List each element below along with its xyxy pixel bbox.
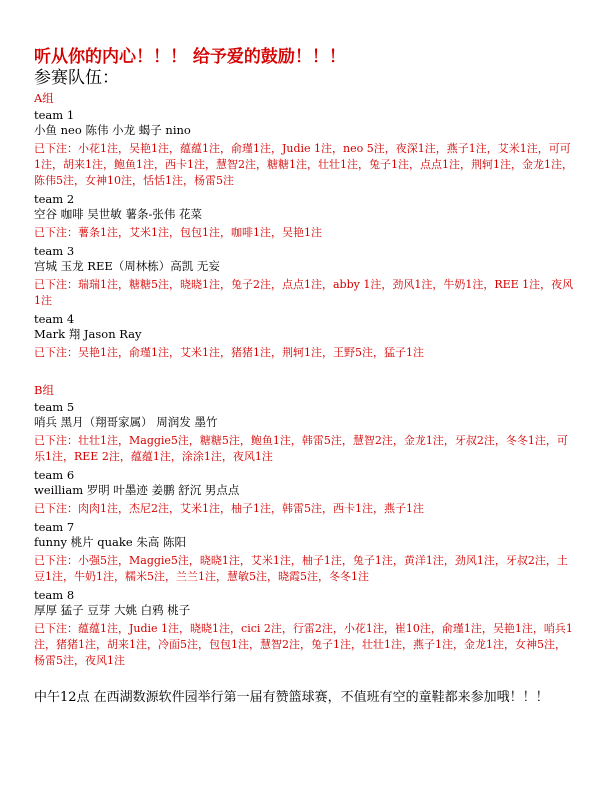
team-members: 哨兵 黑月（翔哥家属） 周润发 墨竹	[34, 415, 218, 429]
group-spacer	[34, 361, 574, 383]
team-block	[34, 468, 574, 517]
team-bets: 已下注：小强5注，Maggie5注，晓晓1注，艾米1注，柚子1注，兔子1注，黄洋1注，劲风1注，牙叔2注，土豆1注，牛奶1注，糯米5注，兰兰1注，慧敏5注，晓霞5注，冬冬1注	[34, 554, 568, 583]
group-label: A组	[34, 91, 54, 105]
team-bets: 已下注：肉肉1注，杰尼2注，艾米1注，柚子1注，韩雷5注，西卡1注，燕子1注	[34, 502, 424, 515]
team-name: team 3	[34, 244, 75, 258]
team-block	[34, 588, 574, 669]
team-bets: 已下注：壮壮1注，Maggie5注，糖糖5注，鲍鱼1注，韩雷5注，慧智2注，金龙1注，牙叔2注，冬冬1注，可乐1注，REE 2注，蕴蕴1注，涂涂1注，夜风1注	[34, 434, 568, 463]
subtitle: 参赛队伍：	[34, 68, 119, 88]
team-block	[34, 400, 574, 465]
team-members: 空谷 咖啡 吴世敏 薯条-张伟 花菜	[34, 207, 203, 221]
team-members: weilliam 罗明 叶墨迹 姜鹏 舒沉 男点点	[34, 483, 240, 497]
headline: 听从你的内心！！！ 给予爱的鼓励！！！	[34, 47, 346, 67]
team-bets: 已下注：瑞瑞1注，糖糖5注，晓晓1注，兔子2注，点点1注，abby 1注，劲风1注，牛奶1注，REE 1注，夜风1注	[34, 278, 574, 307]
team-members: Mark 翔 Jason Ray	[34, 327, 142, 341]
team-members: funny 桃片 quake 朱高 陈阳	[34, 535, 186, 549]
team-bets: 已下注：小花1注，吴艳1注，蕴蕴1注，俞瑾1注，Judie 1注，neo 5注，夜深1注，燕子1注，艾米1注，可可1注，胡来1注，鲍鱼1注，西卡1注，慧智2注，糖糖1注，壮壮1注，兔子1注，点点1注，荆轲1注，金龙1注，陈伟5注，女神10注，恬恬1注，杨雷5注	[34, 142, 573, 187]
team-name: team 4	[34, 312, 75, 326]
document-page	[34, 46, 574, 709]
team-block	[34, 312, 574, 361]
team-name: team 8	[34, 588, 75, 602]
team-bets: 已下注：蕴蕴1注，Judie 1注，晓晓1注，cici 2注，行雷2注，小花1注，崔10注，俞瑾1注，吴艳1注，哨兵1注，猪猪1注，胡来1注，冷面5注，包包1注，慧智2注，兔子1注，壮壮1注，燕子1注，金龙1注，女神5注，杨雷5注，夜风1注	[34, 622, 573, 667]
team-name: team 7	[34, 520, 75, 534]
group-label: B组	[34, 383, 54, 397]
team-members: 小鱼 neo 陈伟 小龙 蝎子 nino	[34, 123, 191, 137]
team-members: 厚厚 猛子 豆芽 大姚 白鸦 桃子	[34, 603, 191, 617]
team-name: team 6	[34, 468, 75, 482]
team-block	[34, 520, 574, 585]
team-members: 宫城 玉龙 REE（周林栋）高凯 无妄	[34, 259, 220, 273]
team-name: team 2	[34, 192, 75, 206]
team-bets: 已下注：薯条1注，艾米1注，包包1注，咖啡1注，吴艳1注	[34, 226, 322, 239]
team-bets: 已下注：吴艳1注，俞瑾1注，艾米1注，猪猪1注，荆轲1注，王野5注，猛子1注	[34, 346, 424, 359]
group-a	[34, 91, 574, 361]
event-announcement: 中午12点 在西湖数源软件园举行第一届有赞篮球赛，不值班有空的童鞋都来参加哦！！！	[34, 690, 549, 705]
group-b	[34, 383, 574, 669]
team-name: team 1	[34, 108, 75, 122]
team-block	[34, 244, 574, 309]
team-block	[34, 192, 574, 241]
team-block	[34, 108, 574, 189]
team-name: team 5	[34, 400, 75, 414]
